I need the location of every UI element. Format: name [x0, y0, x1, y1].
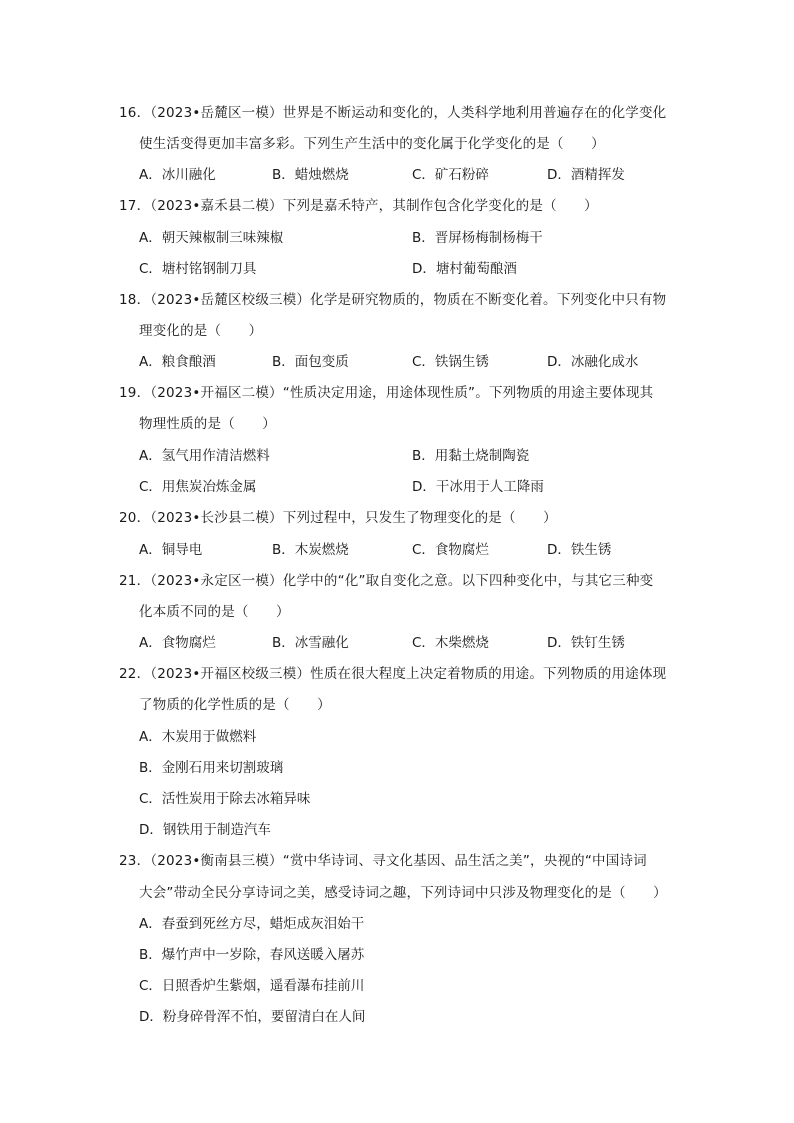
- q21-option-a: A．食物腐烂: [139, 635, 216, 651]
- q21-option-b: B．冰雪融化: [272, 635, 349, 651]
- q21-option-d: D．铁钉生锈: [547, 635, 625, 651]
- q23-option-c: C．日照香炉生紫烟，遥看瀑布挂前川: [139, 978, 365, 994]
- question-18-line2: 理变化的是（ ）: [139, 323, 263, 339]
- question-17-line1: 17．（2023•嘉禾县二模）下列是嘉禾特产，其制作包含化学变化的是（ ）: [119, 198, 598, 214]
- q22-option-a: A．木炭用于做燃料: [139, 729, 257, 745]
- question-20-line1: 20．（2023•长沙县二模）下列过程中，只发生了物理变化的是（ ）: [119, 510, 557, 526]
- q22-option-d: D．钢铁用于制造汽车: [139, 822, 271, 838]
- question-22-line2: 了物质的化学性质的是（ ）: [139, 697, 331, 713]
- q17-option-a: A．朝天辣椒制三味辣椒: [139, 230, 284, 246]
- q23-option-a: A．春蚕到死丝方尽，蜡炬成灰泪始干: [139, 916, 365, 932]
- question-19-line1: 19．（2023•开福区二模）“性质决定用途，用途体现性质”。下列物质的用途主要体现其: [119, 385, 654, 401]
- question-18-line1: 18．（2023•岳麓区校级三模）化学是研究物质的，物质在不断变化着。下列变化中只有物: [119, 292, 667, 308]
- q23-option-b: B．爆竹声中一岁除，春风送暖入屠苏: [139, 947, 365, 963]
- q18-option-d: D．冰融化成水: [547, 354, 639, 370]
- q17-option-b: B．晋屏杨梅制杨梅干: [412, 230, 543, 246]
- q16-option-c: C．矿石粉碎: [412, 167, 489, 183]
- q19-option-d: D．干冰用于人工降雨: [412, 479, 544, 495]
- q18-option-a: A．粮食酿酒: [139, 354, 216, 370]
- q19-option-c: C．用焦炭冶炼金属: [139, 479, 257, 495]
- q20-option-c: C．食物腐烂: [412, 542, 489, 558]
- question-22-line1: 22．（2023•开福区校级三模）性质在很大程度上决定着物质的用途。下列物质的用途体现: [119, 666, 667, 682]
- q22-option-b: B．金刚石用来切割玻璃: [139, 760, 284, 776]
- q18-option-b: B．面包变质: [272, 354, 349, 370]
- q16-option-d: D．酒精挥发: [547, 167, 625, 183]
- question-21-line1: 21．（2023•永定区一模）化学中的“化”取自变化之意。以下四种变化中，与其它三种变: [119, 573, 654, 589]
- q16-option-a: A．冰川融化: [139, 167, 216, 183]
- question-16-line1: 16．（2023•岳麓区一模）世界是不断运动和变化的，人类科学地利用普遍存在的化学变化: [119, 105, 667, 121]
- q21-option-c: C．木柴燃烧: [412, 635, 489, 651]
- q20-option-d: D．铁生锈: [547, 542, 612, 558]
- question-19-line2: 物理性质的是（ ）: [139, 416, 276, 432]
- q23-option-d: D．粉身碎骨浑不怕，要留清白在人间: [139, 1009, 366, 1025]
- q20-option-b: B．木炭燃烧: [272, 542, 349, 558]
- question-16-line2: 使生活变得更加丰富多彩。下列生产生活中的变化属于化学变化的是（ ）: [139, 136, 605, 152]
- q19-option-b: B．用黏土烧制陶瓷: [412, 448, 530, 464]
- q19-option-a: A．氢气用作清洁燃料: [139, 448, 270, 464]
- q18-option-c: C．铁锅生锈: [412, 354, 489, 370]
- q22-option-c: C．活性炭用于除去冰箱异味: [139, 791, 311, 807]
- question-21-line2: 化本质不同的是（ ）: [139, 604, 290, 620]
- q17-option-c: C．塘村铭钢制刀具: [139, 261, 257, 277]
- question-23-line1: 23．（2023•衡南县三模）“赏中华诗词、寻文化基因、品生活之美”，央视的“中国诗词: [119, 853, 647, 869]
- q17-option-d: D．塘村葡萄酿酒: [412, 261, 517, 277]
- q20-option-a: A．铜导电: [139, 542, 203, 558]
- q16-option-b: B．蜡烛燃烧: [272, 167, 349, 183]
- question-23-line2: 大会”带动全民分享诗词之美，感受诗词之趣，下列诗词中只涉及物理变化的是（ ）: [139, 885, 667, 901]
